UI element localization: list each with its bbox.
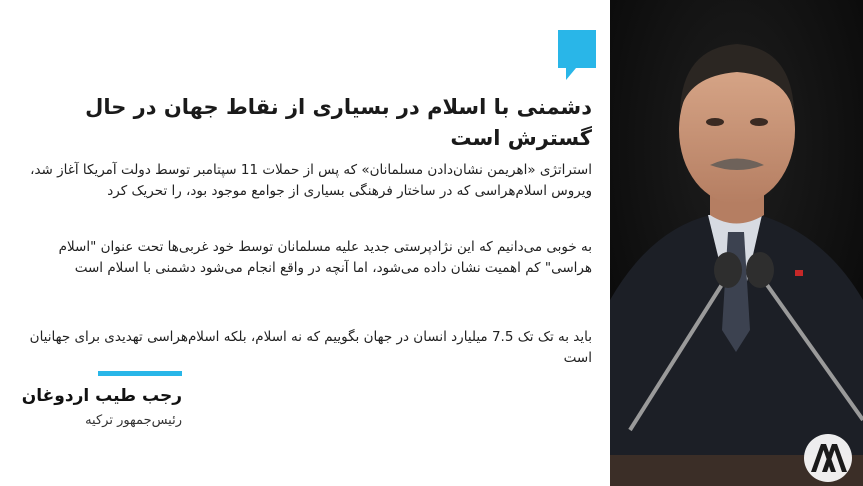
speech-bubble-icon — [558, 30, 596, 80]
accent-divider — [98, 371, 182, 376]
speaker-photo — [610, 0, 863, 486]
quote-paragraph-2: به خوبی می‌دانیم که این نژادپرستی جدید علیه مسلمانان توسط خود غربی‌ها تحت عنوان "اسلام هراسی" کم اهمیت نشان داده می‌شود، اما آنچه در واقع انجام می‌شود دشمنی با اسلام است — [58, 239, 592, 276]
anadolu-agency-logo — [804, 434, 852, 482]
speaker-block — [20, 384, 182, 432]
headline: دشمنی با اسلام در بسیاری از نقاط جهان در حال گسترش است — [85, 95, 592, 150]
quote-paragraph-1: استراتژی «اهریمن نشان‌دادن مسلمانان» که پس از حملات 11 سپتامبر توسط دولت آمریکا آغاز شد، ویروس اسلام‌هراسی که در ساختار فرهنگی بسیاری از جوامع موجود بود، را تحریک کرد — [30, 162, 592, 199]
quote-paragraph-3: باید به تک تک 7.5 میلیارد انسان در جهان بگوییم که نه اسلام، بلکه اسلام‌هراسی تهدیدی برای جهانیان است — [29, 329, 592, 366]
speaker-name: رجب طیب اردوغان — [21, 386, 182, 406]
speaker-title: رئیس‌جمهور ترکیه — [85, 413, 182, 428]
